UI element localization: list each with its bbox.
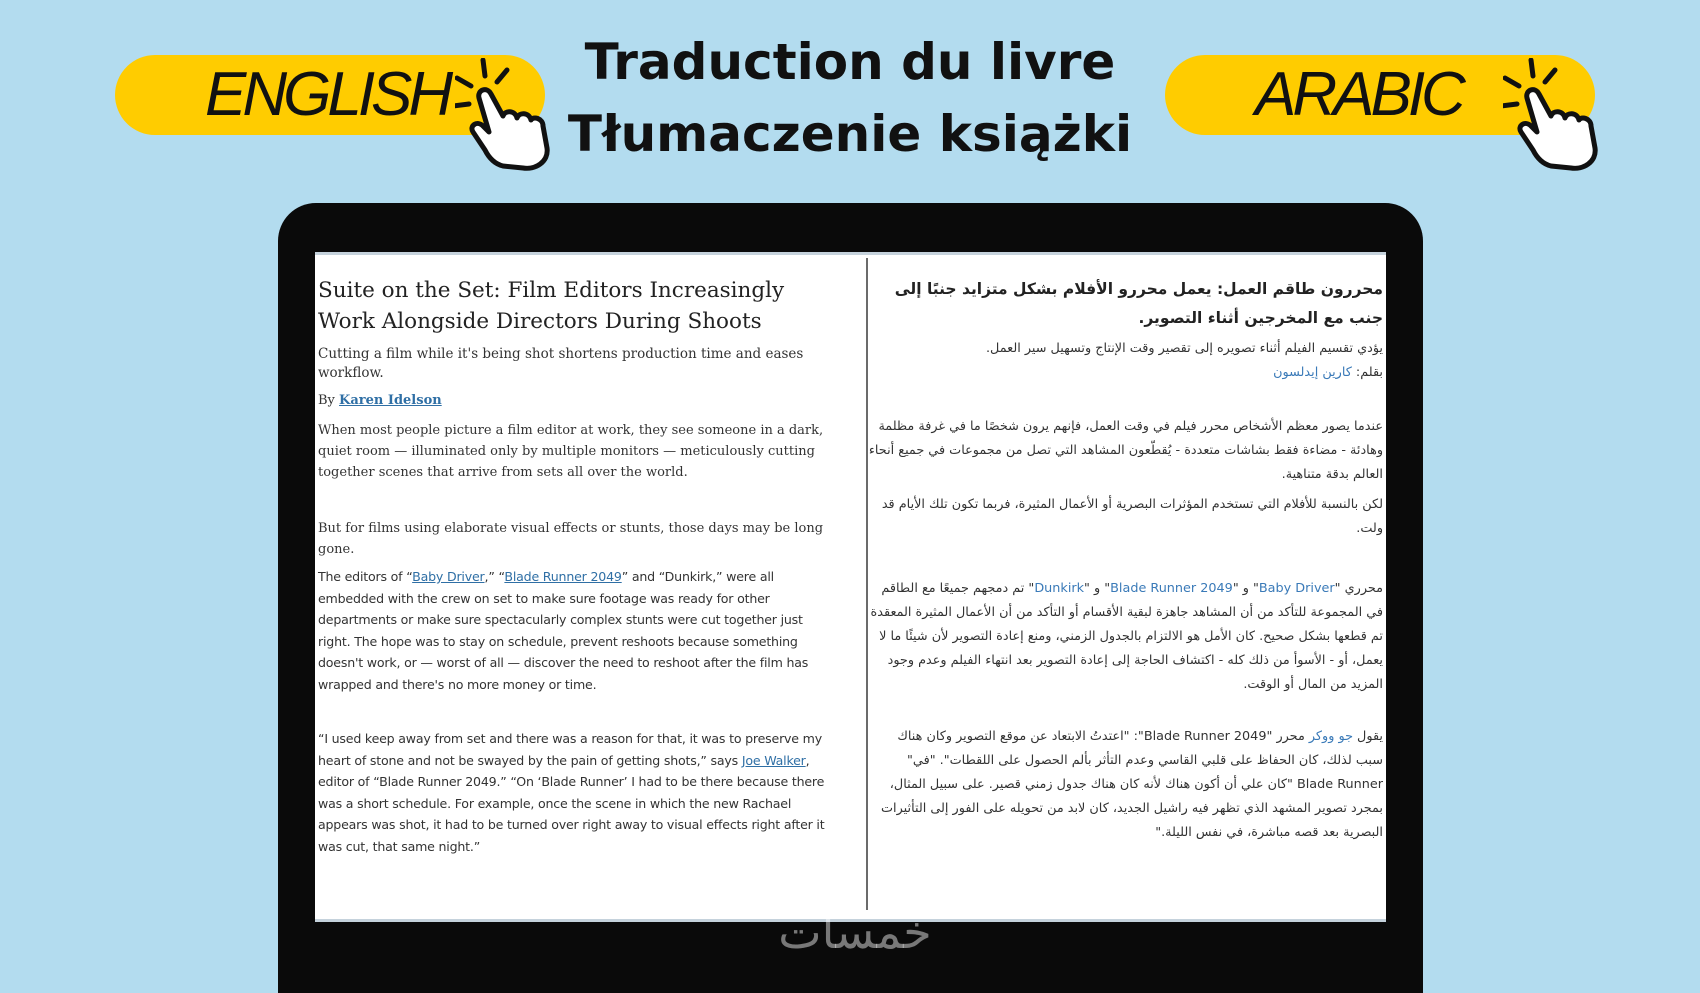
watermark-logo: خمسات (778, 905, 932, 959)
title-line-1: Traduction du livre (584, 33, 1116, 91)
text-run: " تم دمجهم جميعًا مع الطاقم في المجموعة للتأكد من أن المشاهد جاهزة لبقية الأقسام أو التأكد من أن الأعمال المثيرة المعقدة تم قطعها بشكل صحيح. كان الأمل هو الالتزام بالجدول الزمني، ومنع إعادة التصوير لأن شيئًا ما لا يعمل، أو - الأسوأ من ذلك كله - اكتشاف الحاجة إلى إعادة التصوير بعد انتهاء الفيلم وعدم وجود المزيد من المال أو الوقت. (870, 581, 1383, 692)
baby-driver-link[interactable]: Baby Driver (412, 569, 485, 584)
byline-prefix: بقلم: (1355, 365, 1383, 380)
arabic-column (868, 275, 1383, 845)
arabic-paragraph-3 (868, 577, 1383, 697)
arabic-paragraph-4 (868, 725, 1383, 845)
arabic-paragraph-2: لكن بالنسبة للأفلام التي تستخدم المؤثرات البصرية أو الأعمال المثيرة، فربما تكون تلك الأيام قد ولت. (881, 497, 1383, 536)
english-paragraph-2: But for films using elaborate visual effects or stunts, those days may be long gone. (318, 521, 824, 557)
pointing-hand-icon (1503, 58, 1603, 173)
text-run: ” and “Dunkirk,” were all embedded with the crew on set to make sure footage was ready for other departments or make sure spectacularly complex stunts were cut together just right. The hope was to stay on schedule, prevent reshoots because something doesn't work, or — worst of all — discover the need to reshoot after the film has wrapped and there's no more money or time. (318, 569, 809, 692)
english-subhead: Cutting a film while it's being shot shortens production time and eases workflow. (318, 346, 804, 381)
text-run: محرر "Blade Runner 2049": "اعتدتُ الابتعاد عن موقع التصوير وكان هناك سبب لذلك، كان الحفاظ على قلبي القاسي وعدم التأثر بألم الحصول على اللقطات". "في" Blade Runner "كان علي أن أكون هناك لأنه كان هناك جدول زمني قصير. على سبيل المثال، بمجرد تصوير المشهد الذي تظهر فيه راشيل الجديد، كان لابد من تحويله على الفور إلى التأثيرات البصرية بعد قصه مباشرة، في نفس الليلة." (880, 729, 1383, 840)
english-byline (318, 393, 838, 408)
baby-driver-link[interactable]: Baby Driver (1258, 581, 1335, 596)
blade-runner-link[interactable]: Blade Runner 2049 (504, 569, 622, 584)
joe-walker-link[interactable]: Joe Walker (741, 752, 806, 768)
english-column (318, 275, 838, 857)
arabic-byline (868, 361, 1383, 385)
english-headline: Suite on the Set: Film Editors Increasingly Work Alongside Directors During Shoots (318, 278, 785, 334)
text-run: “I used keep away from set and there was a reason for that, it was to preserve my heart of stone and not be swayed by the pain of getting shots,” says (318, 731, 822, 768)
arabic-paragraph-1: عندما يصور معظم الأشخاص محرر فيلم في وقت العمل، فإنهم يرون شخصًا ما في غرفة مظلمة وهادئة - مضاءة فقط بشاشات متعددة - يُقطّعون المشاهد التي تصل من مجموعات في جميع أنحاء العالم بدقة متناهية. (868, 419, 1383, 482)
english-paragraph-4 (318, 728, 838, 857)
author-link[interactable]: كارين إيدلسون (1273, 365, 1352, 380)
text-run: " و " (1232, 581, 1259, 596)
arabic-subhead: يؤدي تقسيم الفيلم أثناء تصويره إلى تقصير وقت الإنتاج وتسهيل سير العمل. (985, 341, 1383, 356)
text-run: ,” “ (484, 569, 505, 584)
dunkirk-link[interactable]: Dunkirk (1034, 581, 1085, 596)
joe-walker-link[interactable]: جو ووكر (1308, 729, 1353, 744)
arabic-label: ARABIC (1255, 60, 1462, 129)
text-run: " و " (1084, 581, 1111, 596)
text-run: , editor of “Blade Runner 2049.” “On ‘Blade Runner’ I had to be there because there was a short schedule. For example, once the scene in which the new Rachael appears was shot, it had to be turned over right away to visual effects right after it was cut, that same night.” (318, 752, 825, 854)
english-paragraph-3 (318, 566, 838, 695)
pointing-hand-icon (455, 58, 555, 173)
text-run: The editors of “ (318, 569, 413, 584)
author-link[interactable]: Karen Idelson (339, 393, 442, 408)
english-label: ENGLISH (205, 60, 450, 129)
page-title (560, 26, 1140, 170)
english-paragraph-1: When most people picture a film editor at work, they see someone in a dark, quiet room — illuminated only by multiple monitors — meticulously cutting together scenes that arrive from sets all over the world. (318, 423, 824, 480)
blade-runner-link[interactable]: Blade Runner 2049 (1110, 581, 1233, 596)
text-run: يقول (1352, 729, 1383, 744)
arabic-headline: محررون طاقم العمل: يعمل محررو الأفلام بشكل متزايد جنبًا إلى جنب مع المخرجين أثناء التصوير. (894, 280, 1383, 327)
text-run: محرري " (1334, 581, 1383, 596)
title-line-2: Tłumaczenie książki (567, 105, 1133, 163)
byline-prefix: By (318, 393, 335, 408)
